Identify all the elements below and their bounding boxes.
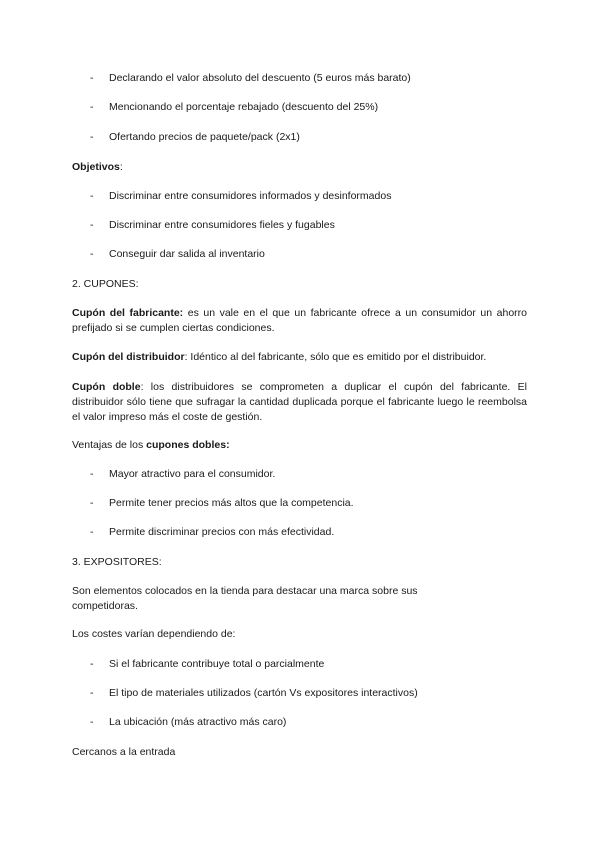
- term-cupon-fabricante: Cupón del fabricante:: [72, 307, 184, 319]
- paragraph-costes-intro: Los costes varían dependiendo de:: [72, 628, 236, 640]
- list-item-text: Si el fabricante contribuye total o parcialmente: [109, 658, 325, 670]
- bullet-dash: -: [90, 131, 94, 143]
- list-item: [90, 247, 530, 262]
- list-item-text: Declarando el valor absoluto del descuento (5 euros más barato): [109, 72, 411, 84]
- list-item: [90, 467, 530, 482]
- ventajas-term: cupones dobles:: [146, 439, 230, 451]
- list-item: [90, 686, 530, 701]
- list-item: [90, 100, 530, 115]
- paragraph-expositores-desc: Son elementos colocados en la tienda para destacar una marca sobre sus competidoras.: [72, 585, 418, 612]
- list-item-text: La ubicación (más atractivo más caro): [109, 716, 287, 728]
- ventajas-intro: [72, 438, 527, 453]
- list-item: [90, 218, 530, 233]
- list-item: [90, 71, 530, 86]
- list-item: [90, 657, 530, 672]
- list-item: [90, 189, 530, 204]
- list-item-text: Discriminar entre consumidores informados y desinformados: [109, 190, 392, 202]
- objetivos-colon: :: [119, 161, 123, 173]
- bullet-dash: -: [90, 497, 94, 509]
- section-heading-expositores: 3. EXPOSITORES:: [72, 556, 162, 568]
- objetivos-heading: [72, 160, 527, 175]
- term-cupon-distribuidor: Cupón del distribuidor: [72, 351, 185, 363]
- term-cupon-doble: Cupón doble: [72, 381, 141, 393]
- paragraph-cupon-distribuidor: [72, 350, 527, 365]
- list-item-text: Mayor atractivo para el consumidor.: [109, 468, 276, 480]
- list-item-text: El tipo de materiales utilizados (cartón Vs expositores interactivos): [109, 687, 418, 699]
- paragraph-cercanos-entrada: Cercanos a la entrada: [72, 746, 176, 758]
- bullet-dash: -: [90, 248, 94, 260]
- list-item-text: Permite tener precios más altos que la competencia.: [109, 497, 354, 509]
- section-heading-cupones: 2. CUPONES:: [72, 278, 139, 290]
- bullet-dash: -: [90, 658, 94, 670]
- bullet-dash: -: [90, 687, 94, 699]
- list-item: [90, 130, 530, 145]
- list-item: [90, 715, 530, 730]
- list-item-text: Mencionando el porcentaje rebajado (descuento del 25%): [109, 101, 379, 113]
- text-cupon-doble: : los distribuidores se comprometen a duplicar el cupón del fabricante. El distribuidor sólo tiene que sufragar la cantidad duplicada porque el fabricante luego le reembolsa el valor impreso más el coste de gestión.: [72, 381, 527, 423]
- paragraph-cupon-fabricante: [72, 306, 527, 336]
- list-item: [90, 525, 530, 540]
- list-item-text: Ofertando precios de paquete/pack (2x1): [109, 131, 300, 143]
- bullet-dash: -: [90, 716, 94, 728]
- bullet-dash: -: [90, 190, 94, 202]
- list-item-text: Permite discriminar precios con más efectividad.: [109, 526, 335, 538]
- text-cupon-distribuidor: : Idéntico al del fabricante, sólo que es emitido por el distribuidor.: [184, 351, 487, 363]
- list-item-text: Conseguir dar salida al inventario: [109, 248, 265, 260]
- bullet-dash: -: [90, 526, 94, 538]
- text-cupon-fabricante: es un vale en el que un fabricante ofrece a un consumidor un ahorro prefijado si se cumplen ciertas condiciones.: [72, 307, 527, 334]
- bullet-dash: -: [90, 468, 94, 480]
- ventajas-prefix: Ventajas de los: [72, 439, 147, 451]
- paragraph-cupon-doble: [72, 380, 527, 425]
- bullet-dash: -: [90, 101, 94, 113]
- list-item: [90, 496, 530, 511]
- objetivos-heading-text: Objetivos: [72, 161, 120, 173]
- list-item-text: Discriminar entre consumidores fieles y fugables: [109, 219, 335, 231]
- bullet-dash: -: [90, 72, 94, 84]
- bullet-dash: -: [90, 219, 94, 231]
